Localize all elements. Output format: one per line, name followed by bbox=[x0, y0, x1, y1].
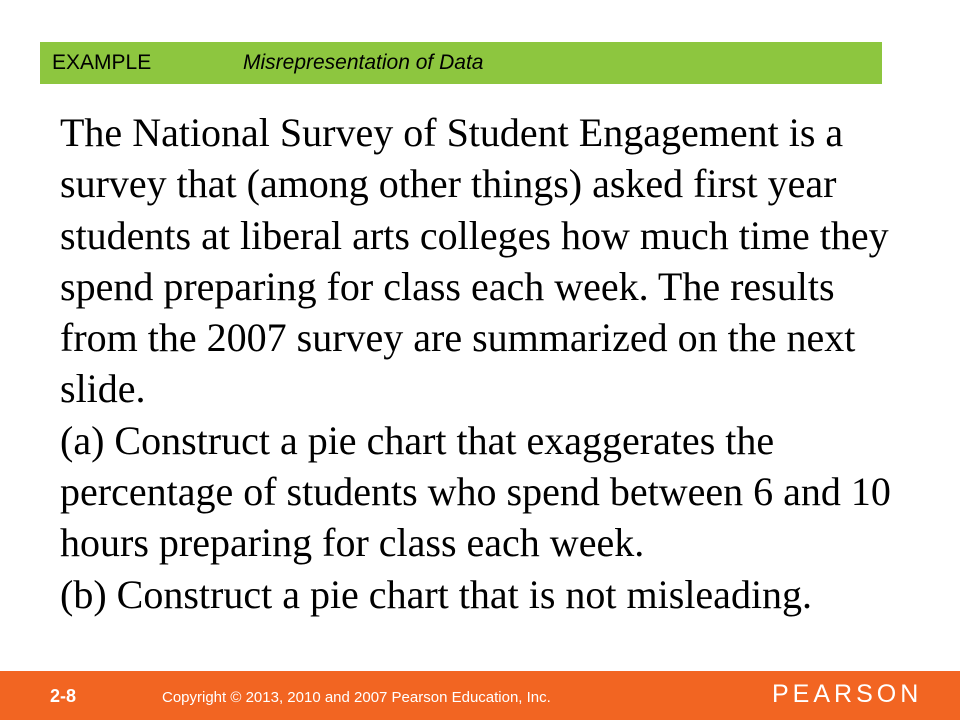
slide-body bbox=[60, 107, 920, 620]
example-title: Misrepresentation of Data bbox=[243, 51, 484, 74]
slide-number: 2-8 bbox=[50, 686, 77, 706]
pearson-logo: PEARSON bbox=[772, 680, 923, 708]
example-header-bar bbox=[40, 42, 882, 84]
example-label: EXAMPLE bbox=[52, 51, 152, 74]
footer-bar bbox=[0, 671, 960, 720]
part-b-paragraph: (b) Construct a pie chart that is not misleading. bbox=[60, 571, 813, 617]
copyright-notice: Copyright © 2013, 2010 and 2007 Pearson Education, Inc. bbox=[162, 689, 551, 706]
intro-paragraph: The National Survey of Student Engagement is a survey that (among other things) asked first year students at liberal arts colleges how much time they spend preparing for class each week. The results from the 2007 survey are summarized on the next slide. bbox=[60, 110, 889, 412]
part-a-paragraph: (a) Construct a pie chart that exaggerates the percentage of students who spend between 6 and 10 hours preparing for class each week. bbox=[60, 417, 891, 566]
